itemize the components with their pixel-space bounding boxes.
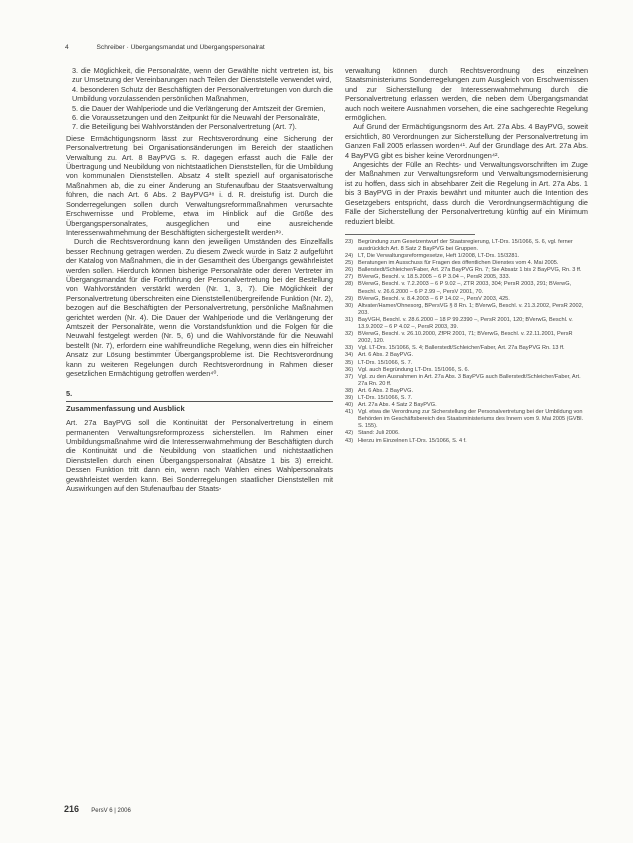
footnote-number: 43) bbox=[345, 437, 354, 444]
footnote-text: Art. 6 Abs. 2 BayPVG. bbox=[358, 352, 414, 359]
footnote-number: 41) bbox=[345, 409, 354, 416]
footnote bbox=[345, 267, 588, 274]
footnote bbox=[345, 274, 588, 281]
footnote bbox=[345, 388, 588, 395]
section-rule bbox=[66, 401, 333, 402]
footnote-text: BVerwG, Beschl. v. 26.10.2000, ZfPR 2001, 71; BVerwG, Beschl. v. 22.11.2001, PersR 2002, 120. bbox=[358, 331, 573, 345]
list-item: 3. die Möglichkeit, die Personalräte, wenn der Gewählte nicht vertreten ist, bis zur Umsetzung der Vereinbarungen nach Teilen der Dienststelle verwendet wird, bbox=[72, 66, 333, 85]
footnote-text: LT-Drs. 15/1066, S. 7. bbox=[358, 359, 413, 366]
footnote bbox=[345, 317, 588, 331]
footnote-number: 37) bbox=[345, 373, 354, 380]
footnote-text: Vgl. LT-Drs. 15/1066, S. 4; Ballerstedt/Schleicher/Faber, Art. 27a BayPVG Rn. 13 ff. bbox=[358, 345, 565, 352]
footnote bbox=[345, 345, 588, 352]
footnote-number: 39) bbox=[345, 394, 354, 401]
page-footer bbox=[64, 804, 131, 814]
footnotes bbox=[345, 239, 588, 445]
running-head-page: 4 bbox=[65, 44, 69, 51]
footnote-text: Art. 27a Abs. 4 Satz 2 BayPVG. bbox=[358, 402, 437, 409]
footnote-number: 33) bbox=[345, 345, 354, 352]
summary-paragraph: Art. 27a BayPVG soll die Kontinuität der Personalvertretung in einem permanenten Verwaltungsreformprozess sicherstellen. Im Rahmen einer Umbildungsmaßnahme wird die Interessenwahrnehmung der Beschäftigten durch die Kontinuität und die Neubildung von staatlichen und nichtstaatlichen Dienststellen durch einen Übergangspersonalrat (Absätze 1 bis 3) erreicht. Dessen Funktion tritt dann ein, wenn nach Wahlen eines Wahlpersonalrats gewährleistet werden kann. Bei Sonderregelungen staatlicher Dienststellen mit Auswirkungen auf den Stufenaufbau der Staats- bbox=[66, 418, 333, 494]
footnote bbox=[345, 360, 588, 367]
footnote-text: Ballerstedt/Schleicher/Faber, Art. 27a BayPVG Rn. 7; Sie Absatz 1 bis 2 BayPVG, Rn. 3 ff. bbox=[358, 267, 582, 274]
page-number: 216 bbox=[64, 804, 80, 814]
footnote bbox=[345, 352, 588, 359]
right-column bbox=[345, 66, 588, 445]
body-paragraph: Durch die Rechtsverordnung kann den jeweiligen Umständen des Einzelfalls besser Rechnung getragen werden. Zu diesem Zweck wurde in Satz 2 aufgeführt der Katalog von Maßnahmen, die in der Gesamtheit des Übergangs gewährleistet werden sollen. Hierdurch können bisherige Personalräte oder deren Vertreter im Übergangsmandat für die Fortführung der Personalvertretung bei der Bestellung von Wahlvorständen verstärkt werden (Nr. 1, 3, 7). Die Möglichkeit der Personalvertretung überschreiten eine Dienststellenübergreifende Funktion (Nr. 2), bezogen auf die Beschäftigten der Personalvertretung, persönliche Maßnahmen gerichtet werden (Nr. 4). Die Dauer der Wahlperiode und die Verlängerung der Amtszeit der Personalräte, wenn die Vorstandsfunktion und die Folgen für die Neuwahl festgelegt werden (Nr. 5, 6) und die Wahlvorstände für die Neuwahl bestellt (Nr. 7), erfordern eine wahlfreundliche Regelung, wenn dies ein hilfreicher Ansatz zur Lösung bestimmter Übergangsprobleme ist. Die Rechtsverordnung kann zu weiteren Regelungen durch Rechtsverordnung in Rahmen dieser gesetzlichen Ermächtigung getroffen werden⁴⁰. bbox=[66, 237, 333, 378]
running-head bbox=[65, 44, 585, 51]
footnote-text: LT, Die Verwaltungsreformgesetze, Heft 1/2008, LT-Drs. 15/3281. bbox=[358, 253, 520, 260]
footnote-number: 25) bbox=[345, 260, 354, 267]
footnote bbox=[345, 281, 588, 295]
section-number: 5. bbox=[66, 389, 73, 399]
footnote-number: 36) bbox=[345, 366, 354, 373]
footnote-number: 31) bbox=[345, 316, 354, 323]
enumerated-list bbox=[66, 66, 333, 132]
footnote-number: 32) bbox=[345, 331, 354, 338]
issue-label: PersV 6 | 2006 bbox=[91, 808, 131, 814]
footnote-number: 28) bbox=[345, 281, 354, 288]
list-item: 7. die Beteiligung bei Wahlvorständen der Personalvertretung (Art. 7). bbox=[72, 122, 297, 132]
footnote bbox=[345, 374, 588, 388]
footnote-text: BayVGH, Beschl. v. 28.6.2000 – 18 P 99.2390 –, PersR 2001, 120; BVerwG, Beschl. v. 13.9.2002 – 6 P 4.02 –, PersR 2003, 39. bbox=[358, 316, 573, 331]
footnote-text: Beratungen im Ausschuss für Fragen des öffentlichen Dienstes vom 4. Mai 2005. bbox=[358, 260, 559, 267]
footnote bbox=[345, 402, 588, 409]
footnote-number: 27) bbox=[345, 274, 354, 281]
footnote-text: BVerwG, Beschl. v. 7.2.2003 – 6 P 9.02 –, ZTR 2003, 304; PersR 2003, 291; BVerwG, Beschl. v. 26.6.2000 – 6 P 2.99 –, PersV 2001, 70. bbox=[358, 281, 572, 295]
footnote-text: BVerwG, Beschl. v. 18.5.2005 – 6 P 3.04 –, PersR 2005, 333. bbox=[358, 274, 511, 281]
footnote-text: Vgl. zu den Ausnahmen in Art. 27a Abs. 3 BayPVG auch Ballerstedt/Schleicher/Faber, Art. 27a Rn. 20 ff. bbox=[358, 373, 581, 387]
footnote bbox=[345, 253, 588, 260]
list-item: 4. besonderen Schutz der Beschäftigten der Personalvertretungen von durch die Umbildung vorzulassenden persönlichen Maßnahmen, bbox=[72, 84, 333, 104]
footnote-text: Vgl. etwa die Verordnung zur Sicherstellung der Personalvertretung bei der Umbildung von Behörden im Geschäftsbereich des Staatsministeriums des Innern vom 9. Mai 2005 (GVBl. S. 155). bbox=[358, 409, 584, 430]
section-heading bbox=[66, 389, 333, 413]
footnote-number: 34) bbox=[345, 352, 354, 359]
footnote-text: Vgl. auch Begründung LT-Drs. 15/1066, S. 6. bbox=[358, 366, 470, 373]
list-item: 5. die Dauer der Wahlperiode und die Verlängerung der Amtszeit der Gremien, bbox=[72, 103, 326, 113]
footnote bbox=[345, 409, 588, 430]
footnote-text: Altvater/Hamer/Ohnesorg, BPersVG § 8 Rn. 1; BVerwG, Beschl. v. 21.3.2002, PersR 2002, 203. bbox=[358, 302, 584, 316]
running-head-title: Schreiber · Übergangsmandat und Übergangspersonalrat bbox=[96, 44, 265, 51]
footnote-number: 38) bbox=[345, 387, 354, 394]
body-paragraph: Angesichts der Fülle an Rechts- und Verwaltungsvorschriften im Zuge der Maßnahmen zur Verwaltungsreform und Verwaltungsmodernisierung ist zu hoffen, dass sich in absehbarer Zeit die Regelung in Art. 27a Abs. 1 bis 3 BayPVG in der Praxis bewährt und mitunter auch die Intention des Gesetzgebers entspricht, dass durch die Verordnungsermächtigung die Fälle der Sicherstellung der Personalvertretung künftig auf ein Minimum reduziert bleibt. bbox=[345, 160, 588, 226]
footnote bbox=[345, 331, 588, 345]
left-column bbox=[66, 66, 333, 493]
footnote-number: 35) bbox=[345, 359, 354, 366]
footnote bbox=[345, 430, 588, 437]
footnote-text: Hierzu im Einzelnen LT-Drs. 15/1066, S. 4 f. bbox=[358, 437, 467, 444]
footnote-number: 26) bbox=[345, 267, 354, 274]
footnote bbox=[345, 303, 588, 317]
body-paragraph: Auf Grund der Ermächtigungsnorm des Art. 27a Abs. 4 BayPVG, soweit ersichtlich, 80 Verordnungen zur Sicherstellung der Personalvertretung im Ganzen Fall 2005 erlassen worden⁴¹. Auf der Grundlage des Art. 27a Abs. 4 BayPVG gibt es bisher keine Verordnungen⁴². bbox=[345, 122, 588, 160]
footnote-text: Begründung zum Gesetzentwurf der Staatsregierung, LT-Drs. 15/1066, S. 6, vgl. ferner ausdrücklich Art. 8 Satz 2 BayPVG bei Gruppen. bbox=[358, 238, 573, 252]
section-title: Zusammenfassung und Ausblick bbox=[66, 403, 185, 413]
footnote-text: Art. 6 Abs. 2 BayPVG. bbox=[358, 387, 414, 394]
footnote-number: 40) bbox=[345, 402, 354, 409]
footnote bbox=[345, 260, 588, 267]
footnote bbox=[345, 367, 588, 374]
footnote-number: 29) bbox=[345, 295, 354, 302]
footnote-number: 42) bbox=[345, 430, 354, 437]
footnote-text: Stand: Juli 2006. bbox=[358, 430, 400, 437]
body-paragraph: verwaltung können durch Rechtsverordnung des einzelnen Staatsministeriums Sonderregelungen zum Ausgleich von Erschwernissen und zur Sicherstellung der Interessenwahrnehmung durch die Personalvertretung erlassen werden, die neben dem Übergangsmandat auch noch weitere Ausnahmen vorsehen, die eine sachgerechte Regelung ermöglichen. bbox=[345, 66, 588, 123]
body-paragraph: Diese Ermächtigungsnorm lässt zur Rechtsverordnung eine Sicherung der Personalvertretung bei Organisationsänderungen im Bereich der staatlichen Verwaltung zu. Art. 8 BayPVG s. R. dagegen erfasst auch die Fälle der Übertragung und Neubildung von nichtstaatlichen Dienststellen, für die Umbildung von kommunalen Dienststellen. Absatz 4 stellt speziell auf organisatorische Maßnahmen ab, die zu einer Änderung an Stufenaufbau der Staatsverwaltung führen, die nach Art. 6 Abs. 2 BayPVG³⁸ i. d. R. dreistufig ist. Durch die Sonderregelungen sollen durch Verwaltungsreformmaßnahmen verursachte Erschwernisse und Probleme, etwa im Hinblick auf die Größe des Übergangspersonalrates, ausgeglichen und eine ausreichende Interessenwahrnehmung der Beschäftigten sichergestellt werden³⁹. bbox=[66, 133, 333, 237]
footnote-text: LT-Drs. 15/1066, S. 7. bbox=[358, 394, 413, 401]
footnote-rule bbox=[345, 234, 475, 235]
footnote bbox=[345, 395, 588, 402]
footnote bbox=[345, 239, 588, 253]
footnote-number: 24) bbox=[345, 253, 354, 260]
list-item: 6. die Voraussetzungen und den Zeitpunkt für die Neuwahl der Personalräte, bbox=[72, 113, 320, 123]
footnote bbox=[345, 296, 588, 303]
footnote-number: 23) bbox=[345, 238, 354, 245]
footnote-text: BVerwG, Beschl. v. 8.4.2003 – 6 P 14.02 –, PersV 2003, 425. bbox=[358, 295, 510, 302]
footnote bbox=[345, 438, 588, 445]
footnote-number: 30) bbox=[345, 302, 354, 309]
